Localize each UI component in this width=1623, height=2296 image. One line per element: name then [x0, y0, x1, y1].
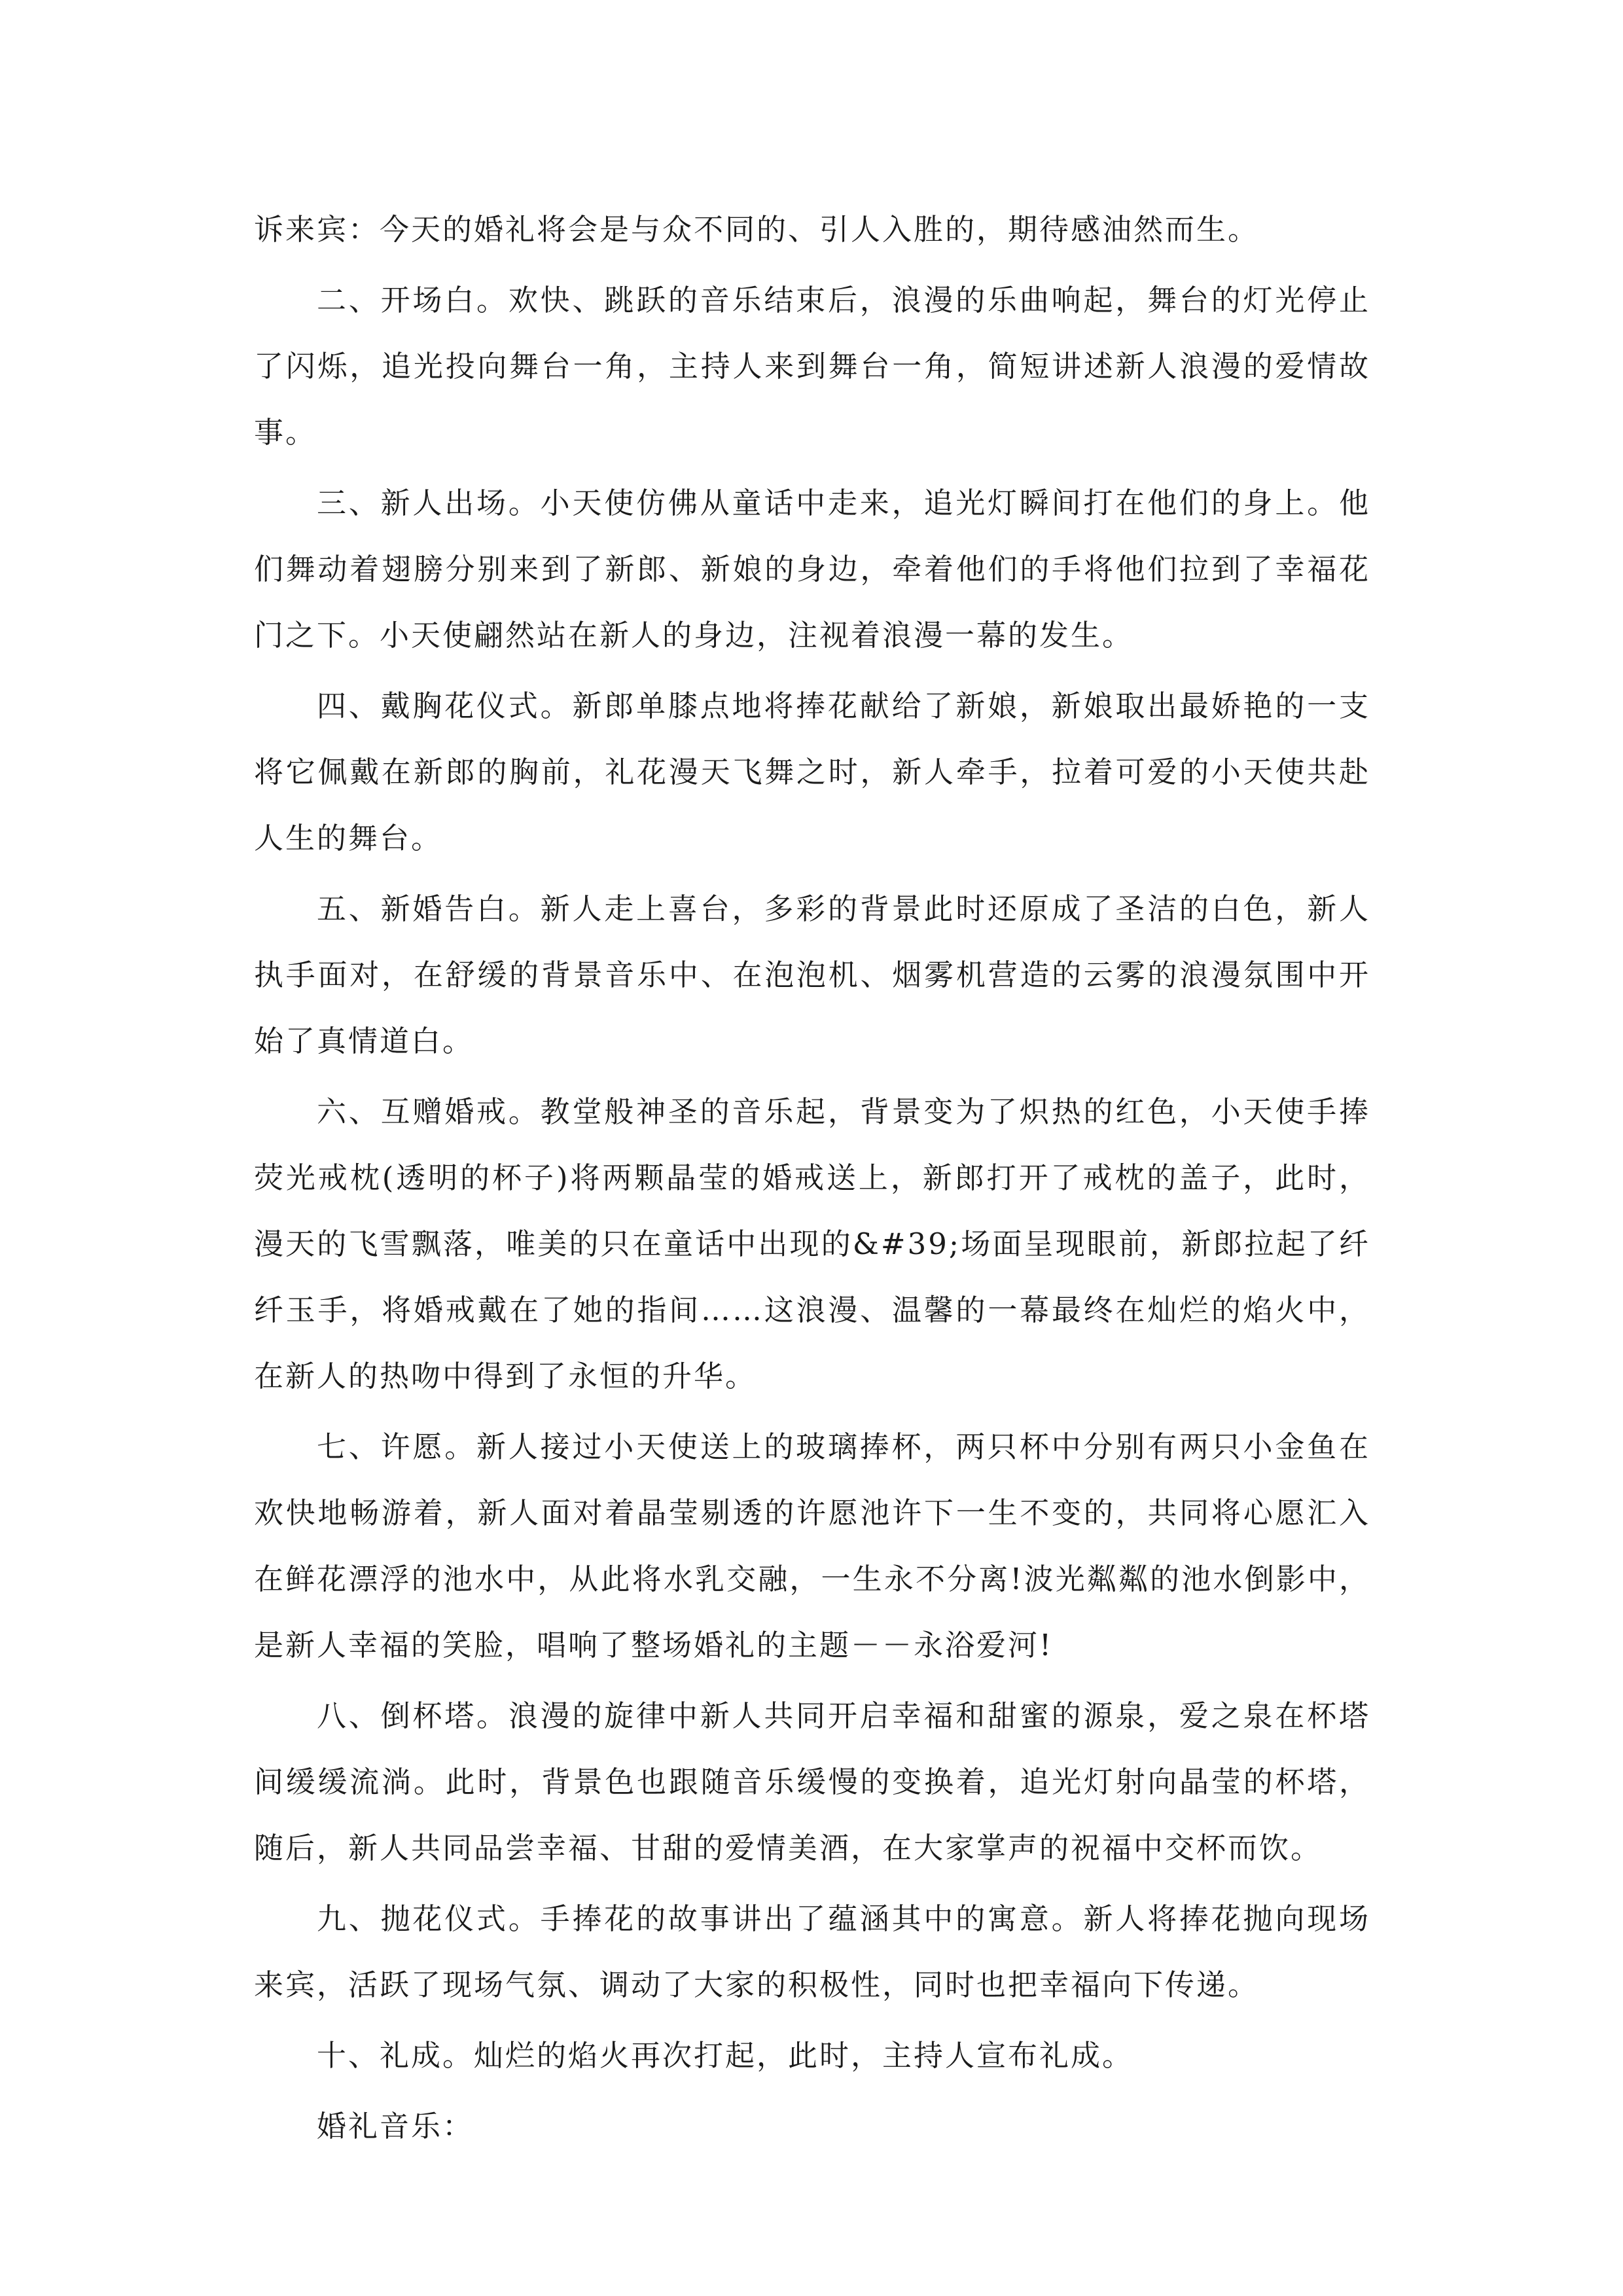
- paragraph-continuation: 诉来宾：今天的婚礼将会是与众不同的、引人入胜的，期待感油然而生。: [254, 212, 1260, 247]
- paragraph-opening-speech: 二、开场白。欢快、跳跃的音乐结束后，浪漫的乐曲响起，舞台的灯光停止了闪烁，追光投向舞台一角，主持人来到舞台一角，简短讲述新人浪漫的爱情故事。: [254, 283, 1370, 450]
- paragraph-wedding-confession: 五、新婚告白。新人走上喜台，多彩的背景此时还原成了圣洁的白色，新人执手面对，在舒缓的背景音乐中、在泡泡机、烟雾机营造的云雾的浪漫氛围中开始了真情道白。: [254, 891, 1370, 1058]
- paragraph-champagne-tower: 八、倒杯塔。浪漫的旋律中新人共同开启幸福和甜蜜的源泉，爱之泉在杯塔间缓缓流淌。此时，背景色也跟随音乐缓慢的变换着，追光灯射向晶莹的杯塔，随后，新人共同品尝幸福、甘甜的爱情美酒，在大家掌声的祝福中交杯而饮。: [254, 1698, 1370, 1865]
- paragraph-ceremony-complete: 十、礼成。灿烂的焰火再次打起，此时，主持人宣布礼成。: [317, 2038, 1134, 2073]
- paragraph-wedding-music: 婚礼音乐：: [317, 2109, 474, 2144]
- paragraph-couple-entrance: 三、新人出场。小天使仿佛从童话中走来，追光灯瞬间打在他们的身上。他们舞动着翅膀分别来到了新郎、新娘的身边，牵着他们的手将他们拉到了幸福花门之下。小天使翩然站在新人的身边，注视着浪漫一幕的发生。: [254, 486, 1370, 653]
- document-body: [254, 196, 1370, 2164]
- paragraph-bouquet-toss: 九、抛花仪式。手捧花的故事讲出了蕴涵其中的寓意。新人将捧花抛向现场来宾，活跃了现场气氛、调动了大家的积极性，同时也把幸福向下传递。: [254, 1901, 1370, 2002]
- paragraph-corsage-ceremony: 四、戴胸花仪式。新郎单膝点地将捧花献给了新娘，新娘取出最娇艳的一支将它佩戴在新郎的胸前，礼花漫天飞舞之时，新人牵手，拉着可爱的小天使共赴人生的舞台。: [254, 689, 1370, 855]
- paragraph-ring-exchange: 六、互赠婚戒。教堂般神圣的音乐起，背景变为了炽热的红色，小天使手捧荧光戒枕(透明的杯子)将两颗晶莹的婚戒送上，新郎打开了戒枕的盖子，此时，漫天的飞雪飘落，唯美的只在童话中出现的&#39;场面呈现眼前，新郎拉起了纤纤玉手，将婚戒戴在了她的指间……这浪漫、温馨的一幕最终在灿烂的焰火中，在新人的热吻中得到了永恒的升华。: [254, 1094, 1370, 1393]
- paragraph-wish: 七、许愿。新人接过小天使送上的玻璃捧杯，两只杯中分别有两只小金鱼在欢快地畅游着，新人面对着晶莹剔透的许愿池许下一生不变的，共同将心愿汇入在鲜花漂浮的池水中，从此将水乳交融，一生永不分离!波光粼粼的池水倒影中，是新人幸福的笑脸，唱响了整场婚礼的主题－－永浴爱河!: [254, 1429, 1370, 1662]
